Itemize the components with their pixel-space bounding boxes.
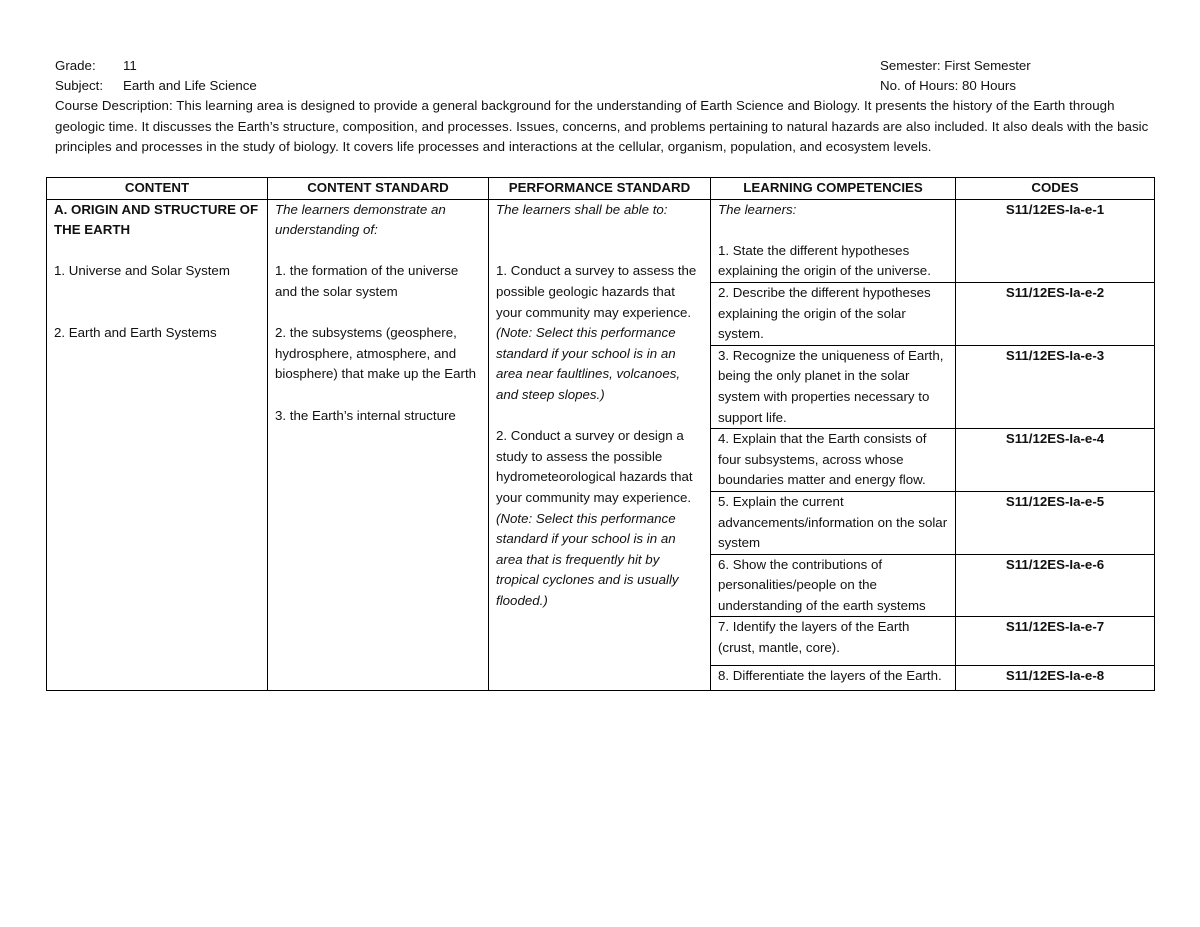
performance-item-text: 1. Conduct a survey to assess the possible geologic hazards that your community may experience. [496, 263, 697, 320]
code-cell: S11/12ES-Ia-e-8 [956, 665, 1155, 691]
learners-label: The learners: [718, 201, 797, 217]
code-cell: S11/12ES-Ia-e-5 [956, 491, 1155, 554]
content-standard-item: 2. the subsystems (geosphere, hydrosphere, atmosphere, and biosphere) that make up the Earth [275, 325, 477, 382]
header-codes: CODES [956, 178, 1155, 200]
content-standard-item: 3. the Earth’s internal structure [275, 407, 456, 423]
competency-text: 1. State the different hypotheses explaining the origin of the universe. [718, 242, 931, 279]
subject-value: Earth and Life Science [123, 78, 257, 93]
competency-cell: 2. Describe the different hypotheses explaining the origin of the solar system. [711, 282, 956, 345]
grade-row [55, 56, 1155, 76]
competency-cell: 4. Explain that the Earth consists of four subsystems, across whose boundaries matter and energy flow. [711, 429, 956, 492]
section-title: A. ORIGIN AND STRUCTURE OF THE EARTH [54, 201, 259, 238]
hours-text: No. of Hours: 80 Hours [880, 78, 1016, 93]
content-standard-cell [268, 199, 489, 691]
content-item: 2. Earth and Earth Systems [54, 325, 217, 341]
performance-standard-intro: The learners shall be able to: [496, 201, 668, 217]
code-cell: S11/12ES-Ia-e-7 [956, 617, 1155, 665]
competency-cell: 6. Show the contributions of personalities/people on the understanding of the earth systems [711, 554, 956, 617]
grade-value: 11 [123, 58, 137, 73]
performance-standard-item [496, 261, 703, 405]
content-item: 1. Universe and Solar System [54, 263, 230, 279]
competency-cell: 8. Differentiate the layers of the Earth. [711, 665, 956, 691]
grade-label: Grade: [55, 58, 96, 73]
code-cell: S11/12ES-Ia-e-1 [956, 199, 1155, 282]
header-performance-standard: PERFORMANCE STANDARD [489, 178, 711, 200]
semester-text: Semester: First Semester [880, 58, 1031, 73]
competency-cell: 7. Identify the layers of the Earth (crust, mantle, core). [711, 617, 956, 665]
header-content: CONTENT [47, 178, 268, 200]
header-learning-competencies: LEARNING COMPETENCIES [711, 178, 956, 200]
performance-item-note: (Note: Select this performance standard if your school is in an area near faultlines, volcanoes, and steep slopes.) [496, 325, 681, 402]
content-standard-item: 1. the formation of the universe and the solar system [275, 263, 459, 299]
table-header-row [47, 178, 1155, 200]
competency-cell [711, 199, 956, 282]
content-standard-intro: The learners demonstrate an understanding of: [275, 201, 446, 238]
curriculum-table [46, 177, 1155, 691]
table-row [47, 199, 1155, 282]
subject-row [55, 76, 1155, 96]
header-content-standard: CONTENT STANDARD [268, 178, 489, 200]
code-cell: S11/12ES-Ia-e-3 [956, 345, 1155, 428]
performance-standard-item [496, 426, 703, 611]
content-cell [47, 199, 268, 691]
document-header [55, 56, 1155, 158]
code-cell: S11/12ES-Ia-e-6 [956, 554, 1155, 617]
subject-label: Subject: [55, 78, 104, 93]
performance-item-text: 2. Conduct a survey or design a study to assess the possible hydrometeorological hazards that your community may experience. [496, 428, 693, 505]
competency-cell: 5. Explain the current advancements/information on the solar system [711, 491, 956, 554]
course-description: Course Description: This learning area is designed to provide a general background for the understanding of Earth Science and Biology. It presents the history of the Earth through geologic time. It discusses the Earth’s structure, composition, and processes. Issues, concerns, and problems pertaining to natural hazards are also included. It also deals with the basic principles and processes in the study of biology. It covers life processes and interactions at the cellular, organism, population, and ecosystem levels. [55, 98, 1149, 155]
code-cell: S11/12ES-Ia-e-4 [956, 429, 1155, 492]
code-cell: S11/12ES-Ia-e-2 [956, 282, 1155, 345]
performance-standard-cell [489, 199, 711, 691]
performance-item-note: (Note: Select this performance standard if your school is in an area that is frequently hit by tropical cyclones and is usually flooded.) [496, 510, 679, 608]
competency-cell: 3. Recognize the uniqueness of Earth, being the only planet in the solar system with properties necessary to support life. [711, 345, 956, 428]
